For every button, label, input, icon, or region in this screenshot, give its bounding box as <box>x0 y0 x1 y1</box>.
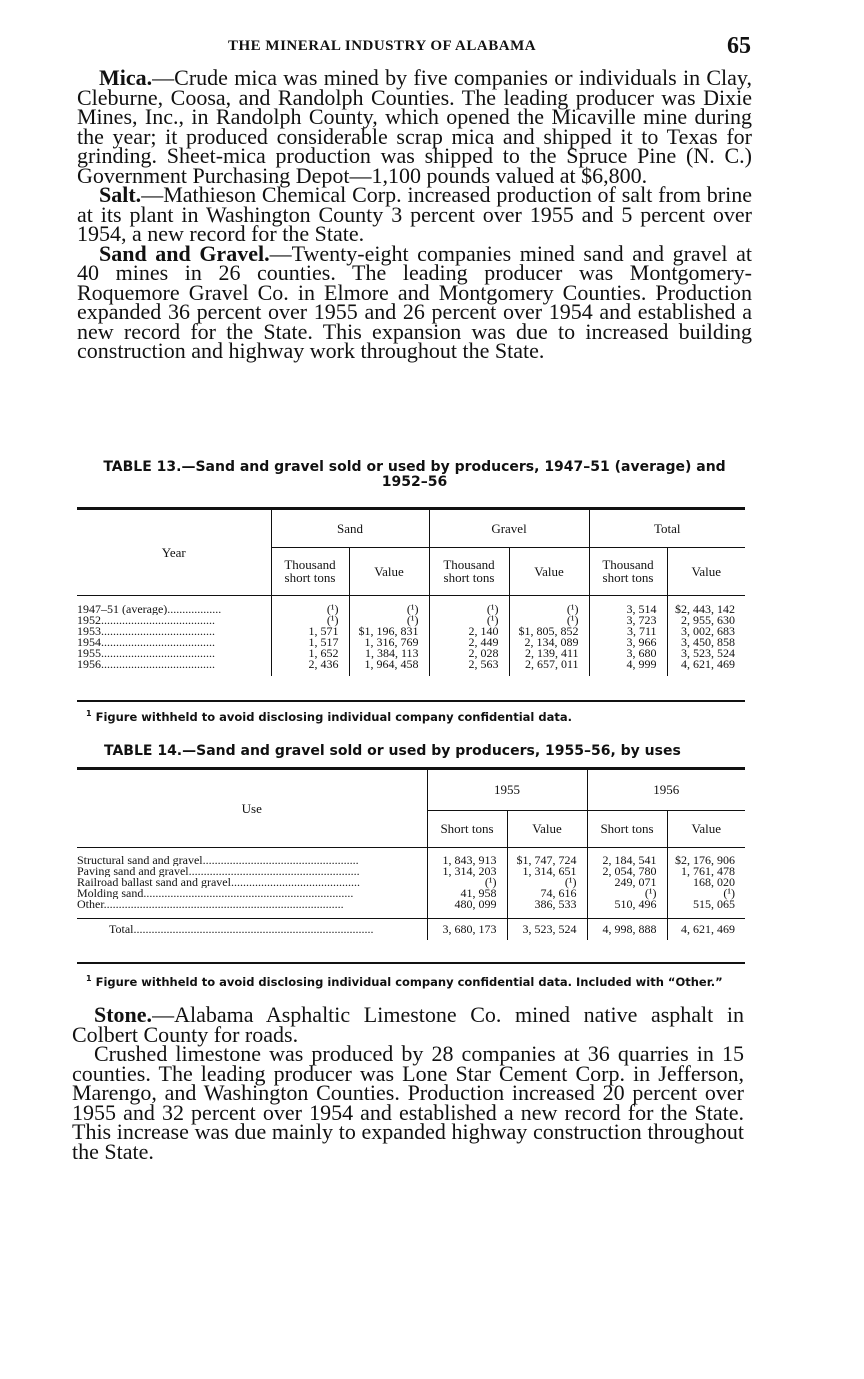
paragraph-sand-gravel <box>77 240 752 363</box>
table13-gravel-qty: 2, 140 <box>429 626 509 637</box>
table13-total-qty: 3, 711 <box>589 626 667 637</box>
table13-total-value: 2, 955, 630 <box>667 615 745 626</box>
table13-header-total: Total <box>589 510 745 547</box>
table13-gravel-value: $1, 805, 852 <box>509 626 589 637</box>
table14-sub-value-1956: Value <box>667 810 745 847</box>
table14-tons-1955: 41, 958 <box>427 888 507 899</box>
table13-sand-qty: 2, 436 <box>271 659 349 670</box>
table13-total-value: 3, 523, 524 <box>667 648 745 659</box>
paragraph-text: Crushed limestone was produced by 28 companies at 36 quarries in 15 counties. The leading producer was Lone Star Cement Corp. in Jefferson, Marengo, and Washington Counties. Production increased 20 percent over 1955 and 32 percent over 1954 and established a new record for the State. This increase was due mainly to expanded highway construction throughout the State. <box>72 1041 744 1164</box>
table14-value-1955: 386, 533 <box>507 899 587 910</box>
table14-use: Other................................................................................ <box>77 899 344 910</box>
table14-total-label: Total................................................................................ <box>109 921 374 936</box>
table13-sand-qty: (¹) <box>271 604 349 615</box>
table13-row <box>77 659 745 670</box>
table14-value-1956: 1, 761, 478 <box>667 866 745 877</box>
table13-gravel-value: (¹) <box>509 604 589 615</box>
table14-tons-1955: 1, 314, 203 <box>427 866 507 877</box>
table14-tons-1956: 2, 054, 780 <box>587 866 667 877</box>
table13-sub-total-value: Value <box>667 547 745 595</box>
table13-total-value: 3, 002, 683 <box>667 626 745 637</box>
table13-total-qty: 3, 966 <box>589 637 667 648</box>
table13-total-value: 4, 621, 469 <box>667 659 745 670</box>
table14-header-1955: 1955 <box>427 770 587 810</box>
table13-sand-qty: 1, 571 <box>271 626 349 637</box>
table13-year: 1954...................................... <box>77 637 215 648</box>
table13-gravel-value: (¹) <box>509 615 589 626</box>
table13-title-line1: TABLE 13.—Sand and gravel sold or used by producers, 1947–51 (average) and <box>103 459 726 475</box>
table13-sand-qty: (¹) <box>271 615 349 626</box>
table13-year: 1947–51 (average).................. <box>77 604 222 615</box>
table14-tons-1956: (¹) <box>587 888 667 899</box>
table14-body <box>77 855 745 910</box>
table13-header-sand: Sand <box>271 510 429 547</box>
table14-use: Paving sand and gravel......................................................... <box>77 866 360 877</box>
paragraph-text: —Alabama Asphaltic Limestone Co. mined native asphalt in Colbert County for roads. <box>72 1002 744 1047</box>
page-number: 65 <box>727 33 751 59</box>
table13-sand-value: (¹) <box>349 604 429 615</box>
table14-value-1955: $1, 747, 724 <box>507 855 587 866</box>
paragraph-text: —Crude mica was mined by five companies or individuals in Clay, Cleburne, Coosa, and Randolph Counties. The leading producer was Dixie Mines, Inc., in Randolph County, which opened the Micaville mine during the year; it produced considerable scrap mica and shipped it to Texas for grinding. Sheet-mica production was shipped to the Spruce Pine (N. C.) Government Purchasing Depot—1,100 pounds valued at $6,800. <box>77 65 752 188</box>
table13-total-qty: 3, 680 <box>589 648 667 659</box>
footnote-marker: 1 <box>86 709 92 718</box>
table13-gravel-qty: 2, 449 <box>429 637 509 648</box>
table14-title: TABLE 14.—Sand and gravel sold or used by producers, 1955–56, by uses <box>104 743 681 759</box>
table13-title-line2: 1952–56 <box>381 474 448 490</box>
table13-sand-value: 1, 964, 458 <box>349 659 429 670</box>
table14-tons-1955: 1, 843, 913 <box>427 855 507 866</box>
table14-tons-1956: 249, 071 <box>587 877 667 888</box>
body-text-top <box>77 65 752 363</box>
table13-gravel-qty: 2, 563 <box>429 659 509 670</box>
table13-gravel-qty: (¹) <box>429 615 509 626</box>
paragraph-salt <box>77 182 752 246</box>
table14-tons-1956: 510, 496 <box>587 899 667 910</box>
table13-gravel-qty: 2, 028 <box>429 648 509 659</box>
table14-total-tons-1956: 4, 998, 888 <box>587 918 667 940</box>
paragraph-lead: Sand and Gravel. <box>99 240 270 266</box>
table14-tons-1955: (¹) <box>427 877 507 888</box>
table13-total-value: $2, 443, 142 <box>667 604 745 615</box>
table14-value-1955: 1, 314, 651 <box>507 866 587 877</box>
table14-use: Structural sand and gravel.................................................... <box>77 855 359 866</box>
footnote-marker: 1 <box>86 974 92 983</box>
footnote-text: Figure withheld to avoid disclosing individual company confidential data. <box>95 709 572 724</box>
table13-title <box>77 460 752 490</box>
table14-total-value-1956: 4, 621, 469 <box>667 918 745 940</box>
table14-value-1956: $2, 176, 906 <box>667 855 745 866</box>
table13-sub-sand-qty: Thousand short tons <box>271 547 349 595</box>
table13-gravel-qty: (¹) <box>429 604 509 615</box>
table14-total-tons-1955: 3, 680, 173 <box>427 918 507 940</box>
running-title: THE MINERAL INDUSTRY OF ALABAMA <box>228 38 537 54</box>
table14-tons-1955: 480, 099 <box>427 899 507 910</box>
table13-sand-qty: 1, 652 <box>271 648 349 659</box>
paragraph-text: —Mathieson Chemical Corp. increased production of salt from brine at its plant in Washington County 3 percent over 1955 and 5 percent over 1954, a new record for the State. <box>77 182 752 246</box>
paragraph-lead: Salt. <box>99 182 142 207</box>
paragraph-text: —Twenty-eight companies mined sand and gravel at 40 mines in 26 counties. The leading producer was Montgomery-Roquemore Gravel Co. in Elmore and Montgomery Counties. Production expanded 36 percent over 1955 and 26 percent over 1954 and established a new record for the State. This expansion was due to increased building construction and highway work throughout the State. <box>77 240 752 363</box>
table13-body <box>77 604 745 670</box>
table14-header-1956: 1956 <box>587 770 745 810</box>
table13-sub-gravel-qty: Thousand short tons <box>429 547 509 595</box>
paragraph-lead: Stone. <box>94 1002 153 1027</box>
table13-gravel-value: 2, 139, 411 <box>509 648 589 659</box>
table14-sub-tons-1956: Short tons <box>587 810 667 847</box>
table13-sand-qty: 1, 517 <box>271 637 349 648</box>
table13-header-gravel: Gravel <box>429 510 589 547</box>
table14-header-use: Use <box>77 770 427 847</box>
table13-year: 1952...................................... <box>77 615 215 626</box>
footnote-text: Figure withheld to avoid disclosing individual company confidential data. Included with “Other.” <box>95 974 723 989</box>
table13-sub-sand-value: Value <box>349 547 429 595</box>
paragraph-crushed-limestone <box>72 1041 744 1164</box>
table13-sub-gravel-value: Value <box>509 547 589 595</box>
table13-gravel-value: 2, 657, 011 <box>509 659 589 670</box>
table14-total-value-1955: 3, 523, 524 <box>507 918 587 940</box>
table13-sand-value: $1, 196, 831 <box>349 626 429 637</box>
table13-year: 1955...................................... <box>77 648 215 659</box>
table14-sub-tons-1955: Short tons <box>427 810 507 847</box>
table13-year: 1956...................................... <box>77 659 215 670</box>
table14-sub-value-1955: Value <box>507 810 587 847</box>
table13-total-qty: 3, 514 <box>589 604 667 615</box>
table13-footnote <box>86 709 572 724</box>
table14-row <box>77 899 745 910</box>
table13-gravel-value: 2, 134, 089 <box>509 637 589 648</box>
table14-tons-1956: 2, 184, 541 <box>587 855 667 866</box>
table14-value-1956: (¹) <box>667 888 745 899</box>
paragraph-lead: Mica. <box>99 65 153 90</box>
table13-total-qty: 4, 999 <box>589 659 667 670</box>
paragraph-stone <box>72 1002 744 1047</box>
table13-bottom-rule <box>77 700 745 702</box>
table14-value-1956: 515, 065 <box>667 899 745 910</box>
table13-total-qty: 3, 723 <box>589 615 667 626</box>
table13-header-year: Year <box>77 510 271 595</box>
body-text-bottom <box>72 1002 744 1164</box>
table14-value-1955: (¹) <box>507 877 587 888</box>
table13-year: 1953...................................... <box>77 626 215 637</box>
table14-total-row <box>77 918 745 940</box>
table14-bottom-rule <box>77 962 745 964</box>
table13-sand-value: 1, 384, 113 <box>349 648 429 659</box>
table14-footnote <box>86 974 723 989</box>
table13-sub-total-qty: Thousand short tons <box>589 547 667 595</box>
table14-use: Railroad ballast sand and gravel........................................... <box>77 877 360 888</box>
paragraph-mica <box>77 65 752 188</box>
table13-total-value: 3, 450, 858 <box>667 637 745 648</box>
table13-sand-value: (¹) <box>349 615 429 626</box>
table14-value-1956: 168, 020 <box>667 877 745 888</box>
table13 <box>77 510 745 676</box>
table13-sand-value: 1, 316, 769 <box>349 637 429 648</box>
table14-use: Molding sand...................................................................... <box>77 888 354 899</box>
table14-value-1955: 74, 616 <box>507 888 587 899</box>
table14 <box>77 770 745 940</box>
